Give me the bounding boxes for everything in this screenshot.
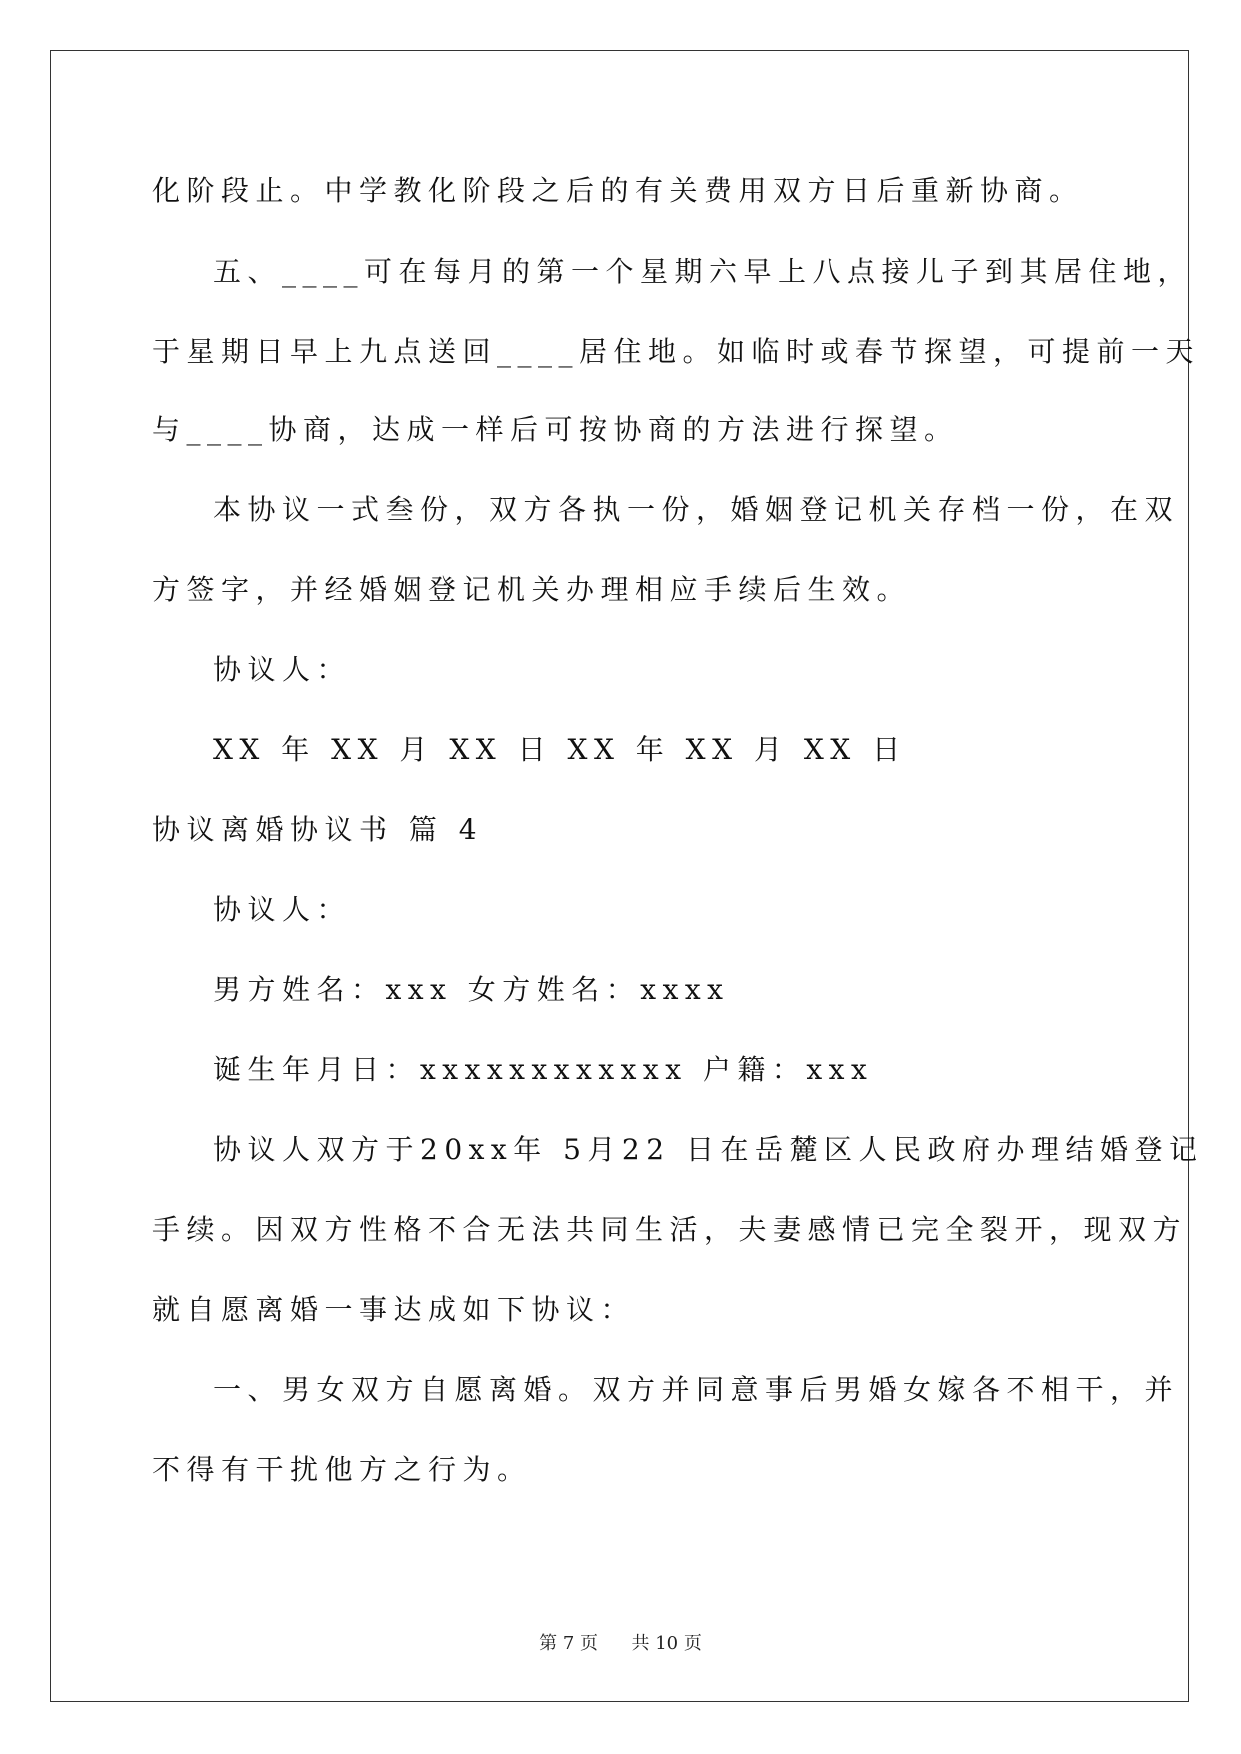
signatories-label: 协议人：	[213, 893, 352, 926]
marriage-statement-line-3: 就自愿离婚一事达成如下协议：	[152, 1293, 636, 1326]
copies-clause-line-1: 本协议一式叁份，双方各执一份，婚姻登记机关存档一份，在双	[213, 493, 1180, 526]
marriage-statement-line-1: 协议人双方于20xx年 5月22 日在岳麓区人民政府办理结婚登记	[213, 1133, 1204, 1166]
page-number: 第 7 页	[539, 1633, 599, 1654]
signatories-label: 协议人：	[213, 653, 352, 686]
clause-five-line-3: 与____协商，达成一样后可按协商的方法进行探望。	[152, 413, 959, 446]
signature-dates: XX 年 XX 月 XX 日 XX 年 XX 月 XX 日	[213, 733, 907, 766]
birth-and-registry: 诞生年月日：xxxxxxxxxxxx 户籍：xxx	[213, 1053, 874, 1086]
clause-one-line-1: 一、男女双方自愿离婚。双方并同意事后男婚女嫁各不相干，并	[213, 1373, 1180, 1406]
clause-five-line-2: 于星期日早上九点送回____居住地。如临时或春节探望，可提前一天	[152, 335, 1201, 368]
page-footer	[0, 1629, 1241, 1655]
party-names: 男方姓名：xxx 女方姓名：xxxx	[213, 973, 730, 1006]
clause-one-line-2: 不得有干扰他方之行为。	[152, 1453, 532, 1486]
marriage-statement-line-2: 手续。因双方性格不合无法共同生活，夫妻感情已完全裂开，现双方	[152, 1213, 1188, 1246]
body-line-continuation: 化阶段止。中学教化阶段之后的有关费用双方日后重新协商。	[152, 174, 1084, 207]
page-total: 共 10 页	[631, 1633, 702, 1654]
copies-clause-line-2: 方签字，并经婚姻登记机关办理相应手续后生效。	[152, 573, 912, 606]
section-heading: 协议离婚协议书 篇 4	[152, 813, 484, 846]
clause-five-line-1: 五、____可在每月的第一个星期六早上八点接儿子到其居住地，	[213, 255, 1193, 288]
